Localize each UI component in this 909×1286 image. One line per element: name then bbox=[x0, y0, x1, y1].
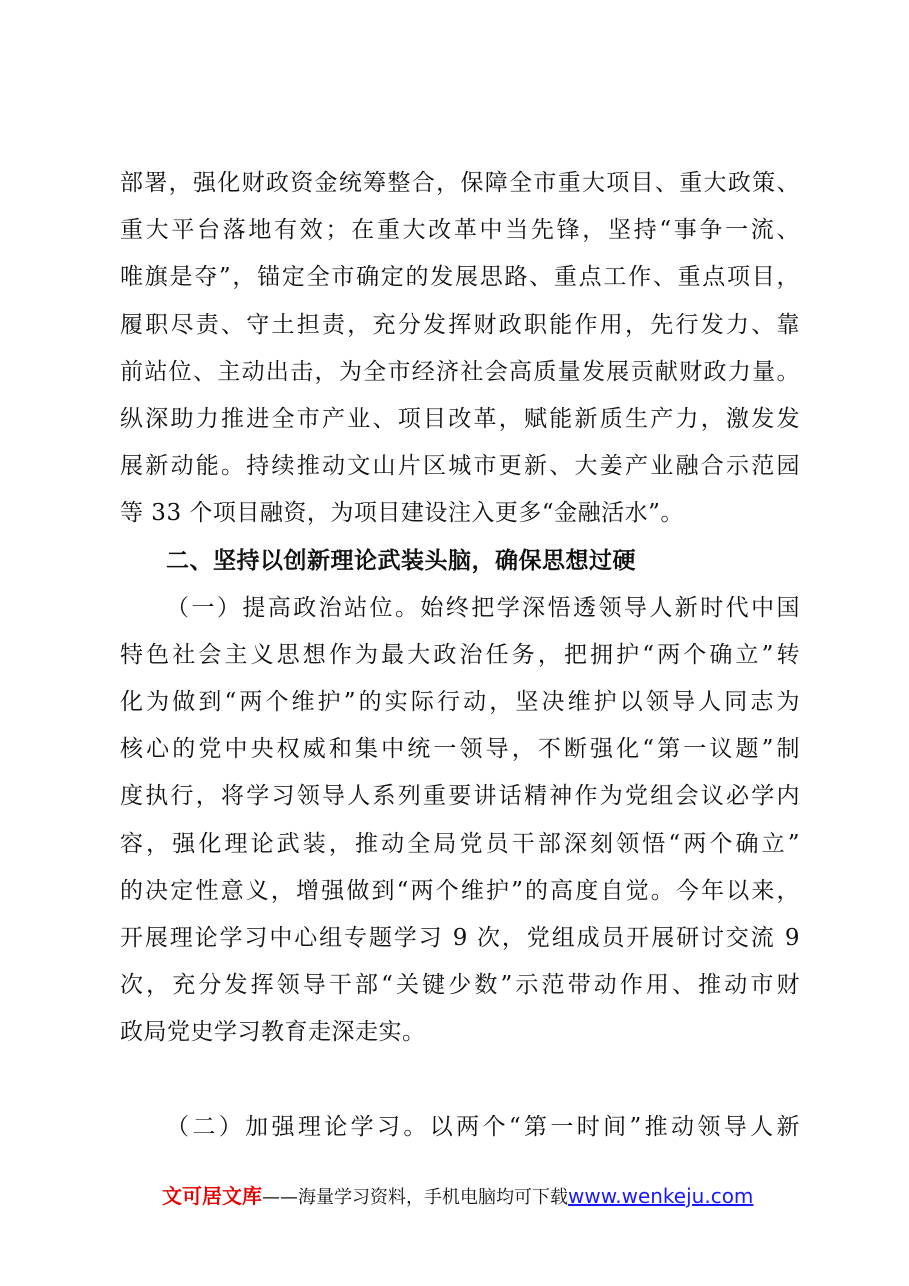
body-line: 等 33 个项目融资，为项目建设注入更多“金融活水”。 bbox=[120, 500, 684, 527]
body-line: 履职尽责、守土担责，充分发挥财政职能作用，先行发力、靠 bbox=[120, 311, 800, 338]
document-body bbox=[120, 160, 800, 1151]
body-line: 化为做到“两个维护”的实际行动，坚决维护以领导人同志为 bbox=[120, 689, 800, 716]
body-line: 前站位、主动出击，为全市经济社会高质量发展贡献财政力量。 bbox=[120, 358, 800, 385]
body-line: 部署，强化财政资金统筹整合，保障全市重大项目、重大政策、 bbox=[120, 170, 800, 196]
blank-line bbox=[120, 1057, 800, 1104]
body-line: 展新动能。持续推动文山片区城市更新、大姜产业融合示范园 bbox=[120, 453, 800, 480]
body-line: 核心的党中央权威和集中统一领导，不断强化“第一议题”制 bbox=[120, 736, 800, 763]
footer-brand: 文可居文库 bbox=[162, 1184, 262, 1208]
body-line: 政局党史学习教育走深走实。 bbox=[120, 1019, 426, 1046]
footer-description: ——海量学习资料，手机电脑均可下载 bbox=[262, 1187, 568, 1208]
body-line: 容，强化理论武装，推动全局党员干部深刻领悟“两个确立” bbox=[120, 830, 800, 857]
footer-link[interactable]: www.wenkeju.com bbox=[568, 1184, 754, 1208]
body-line: （一）提高政治站位。始终把学深悟透领导人新时代中国 bbox=[166, 594, 800, 621]
body-line: 纵深助力推进全市产业、项目改革，赋能新质生产力，激发发 bbox=[120, 405, 800, 432]
body-line: 特色社会主义思想作为最大政治任务，把拥护“两个确立”转 bbox=[120, 641, 800, 668]
section-heading: 二、坚持以创新理论武装头脑，确保思想过硬 bbox=[166, 547, 636, 574]
body-line: 重大平台落地有效；在重大改革中当先锋，坚持“事争一流、 bbox=[120, 217, 800, 244]
body-line: （二）加强理论学习。以两个“第一时间”推动领导人新 bbox=[166, 1113, 800, 1140]
body-line: 的决定性意义，增强做到“两个维护”的高度自觉。今年以来， bbox=[120, 877, 800, 904]
body-line: 度执行，将学习领导人系列重要讲话精神作为党组会议必学内 bbox=[120, 783, 800, 810]
footer-banner bbox=[162, 1182, 753, 1210]
body-line: 唯旗是夺”，锚定全市确定的发展思路、重点工作、重点项目， bbox=[120, 264, 800, 291]
body-line: 次，充分发挥领导干部“关键少数”示范带动作用、推动市财 bbox=[120, 972, 800, 999]
body-line: 开展理论学习中心组专题学习 9 次，党组成员开展研讨交流 9 bbox=[120, 925, 800, 951]
